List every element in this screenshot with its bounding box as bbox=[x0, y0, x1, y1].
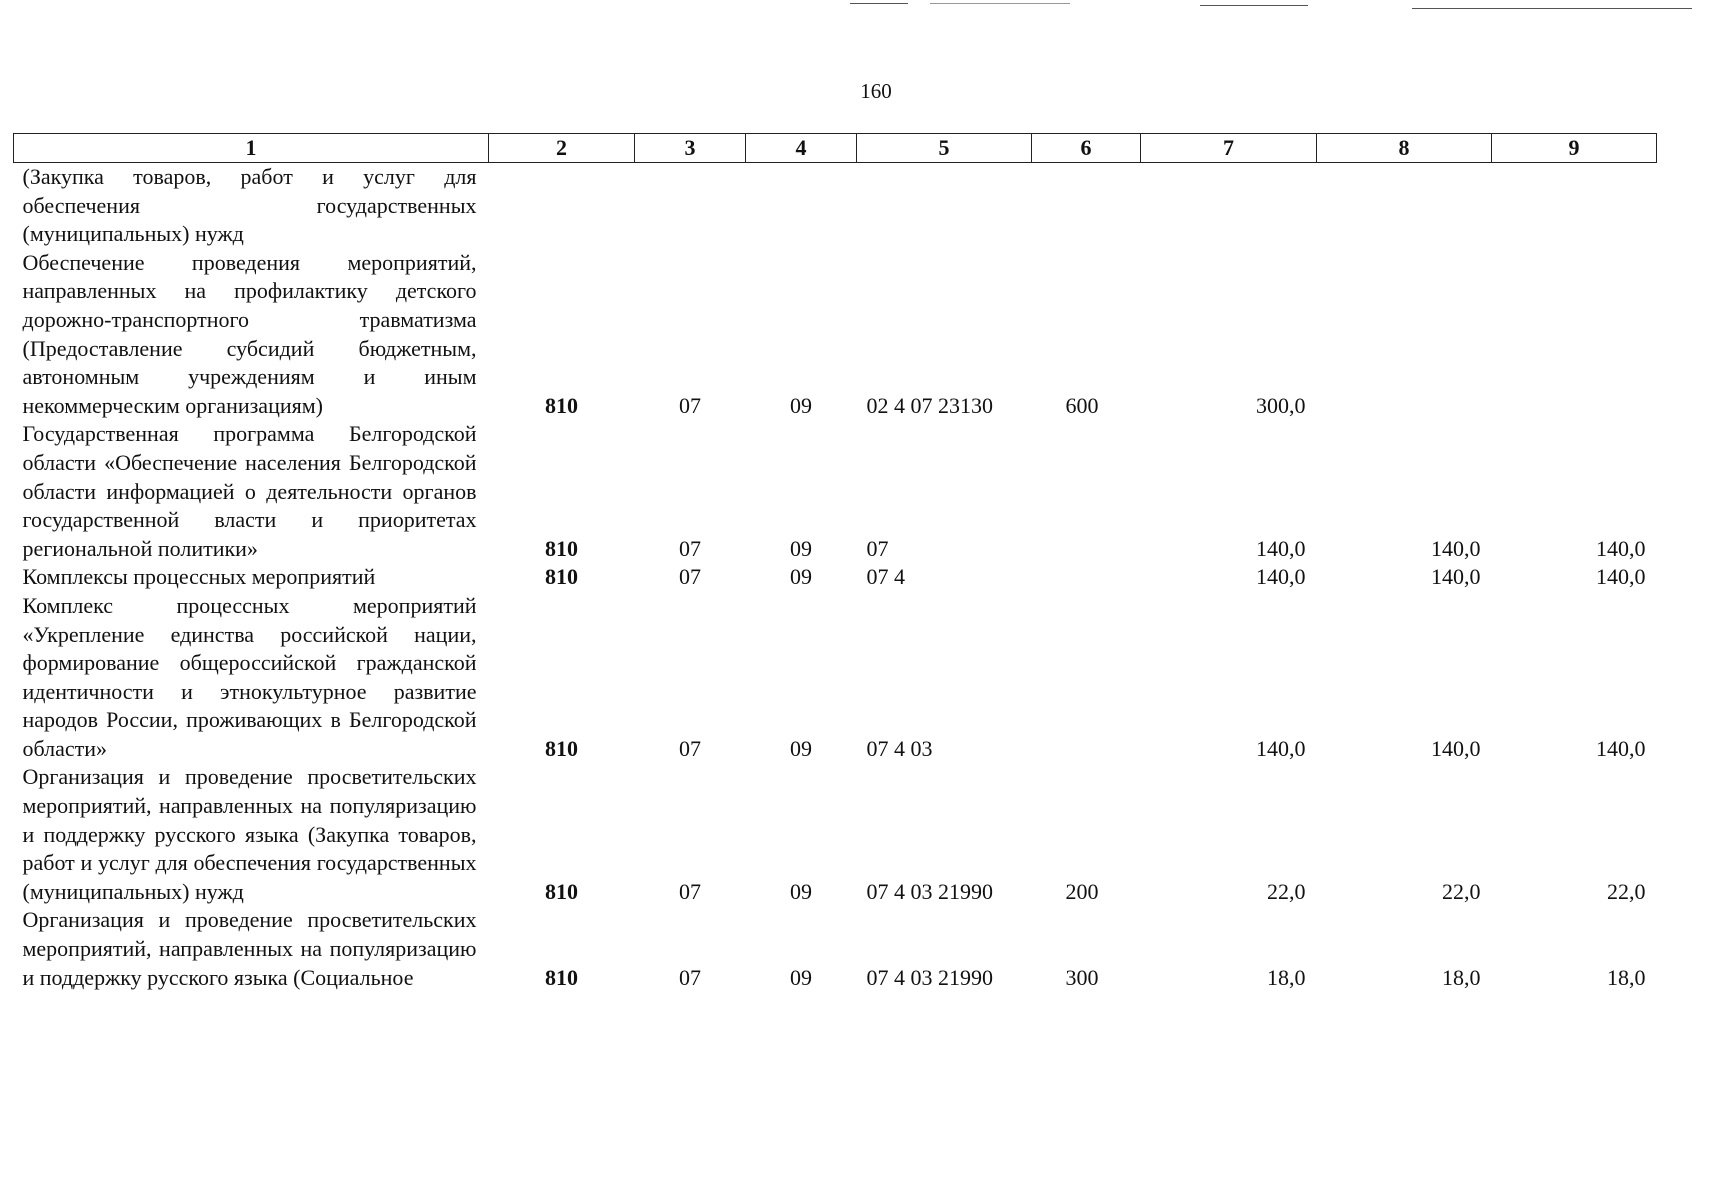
column-header-8: 8 bbox=[1317, 134, 1492, 163]
column-header-6: 6 bbox=[1032, 134, 1141, 163]
row-ministry-code bbox=[489, 163, 635, 249]
column-header-5: 5 bbox=[857, 134, 1032, 163]
scan-artifact-line bbox=[1412, 8, 1692, 9]
table-row bbox=[14, 249, 1657, 421]
row-sum-year2 bbox=[1317, 249, 1492, 421]
table-row bbox=[14, 420, 1657, 563]
row-target-article: 02 4 07 23130 bbox=[866, 392, 993, 418]
row-target-article bbox=[857, 163, 1032, 249]
row-sum-year2: 140,0 bbox=[1431, 564, 1481, 590]
row-sum-year3: 22,0 bbox=[1607, 878, 1646, 904]
row-sum-year2 bbox=[1317, 163, 1492, 249]
scan-artifact-line bbox=[930, 3, 1070, 4]
row-subsection: 09 bbox=[790, 392, 812, 418]
table-row bbox=[14, 763, 1657, 906]
column-header-4: 4 bbox=[746, 134, 857, 163]
row-ministry-code: 810 bbox=[545, 535, 578, 561]
row-subsection: 09 bbox=[790, 878, 812, 904]
row-section: 07 bbox=[679, 735, 701, 761]
row-target-article: 07 4 bbox=[866, 564, 905, 590]
table-body bbox=[14, 163, 1657, 993]
row-sum-year1: 140,0 bbox=[1256, 535, 1306, 561]
row-name: Комплекс процессных мероприятий «Укрепление единства российской нации, формирование общероссийской гражданской идентичности и этнокультурное развитие народов России, проживающих в Белгородской области» bbox=[22, 592, 477, 761]
row-ministry-code: 810 bbox=[545, 564, 578, 590]
row-section: 07 bbox=[679, 392, 701, 418]
row-name: Организация и проведение просветительских мероприятий, направленных на популяризацию и поддержку русского языка (Социальное bbox=[22, 907, 477, 990]
row-expense-type bbox=[1032, 420, 1141, 563]
column-header-2: 2 bbox=[489, 134, 635, 163]
row-subsection: 09 bbox=[790, 535, 812, 561]
row-target-article: 07 bbox=[866, 535, 889, 561]
budget-table bbox=[13, 133, 1657, 992]
column-header-3: 3 bbox=[635, 134, 746, 163]
row-sum-year1: 18,0 bbox=[1267, 964, 1306, 990]
row-sum-year3: 140,0 bbox=[1596, 564, 1646, 590]
scan-artifact-line bbox=[850, 3, 908, 4]
row-ministry-code: 810 bbox=[545, 735, 578, 761]
row-sum-year2: 140,0 bbox=[1431, 535, 1481, 561]
page-number: 160 bbox=[860, 79, 892, 103]
row-expense-type bbox=[1032, 592, 1141, 764]
row-subsection: 09 bbox=[790, 564, 812, 590]
row-sum-year3: 140,0 bbox=[1596, 535, 1646, 561]
row-expense-type: 600 bbox=[1065, 392, 1099, 418]
row-sum-year1: 300,0 bbox=[1256, 392, 1306, 418]
column-header-1: 1 bbox=[14, 134, 489, 163]
scan-artifact-line bbox=[1200, 5, 1308, 6]
table-header bbox=[14, 134, 1657, 163]
row-expense-type: 300 bbox=[1065, 964, 1099, 990]
row-sum-year2: 140,0 bbox=[1431, 735, 1481, 761]
table-row bbox=[14, 592, 1657, 764]
row-target-article: 07 4 03 21990 bbox=[866, 964, 993, 990]
header-row bbox=[14, 134, 1657, 163]
row-section: 07 bbox=[679, 964, 701, 990]
column-header-7: 7 bbox=[1141, 134, 1317, 163]
row-sum-year3: 18,0 bbox=[1607, 964, 1646, 990]
row-section bbox=[635, 163, 746, 249]
row-name: Обеспечение проведения мероприятий, направленных на профилактику детского дорожно-транспортного травматизма (Предоставление субсидий бюджетным, автономным учреждениям и иным некоммерческим организациям) bbox=[22, 249, 477, 418]
row-sum-year1: 140,0 bbox=[1256, 735, 1306, 761]
row-sum-year2: 22,0 bbox=[1442, 878, 1481, 904]
row-ministry-code: 810 bbox=[545, 392, 578, 418]
row-expense-type bbox=[1032, 563, 1141, 592]
row-name: Организация и проведение просветительских мероприятий, направленных на популяризацию и поддержку русского языка (Закупка товаров, работ и услуг для обеспечения государственных (муниципальных) нужд bbox=[22, 764, 477, 904]
table-row bbox=[14, 563, 1657, 592]
row-ministry-code: 810 bbox=[545, 878, 578, 904]
row-section: 07 bbox=[679, 878, 701, 904]
row-subsection: 09 bbox=[790, 735, 812, 761]
row-name: Комплексы процессных мероприятий bbox=[22, 564, 376, 590]
row-section: 07 bbox=[679, 564, 701, 590]
row-subsection: 09 bbox=[790, 964, 812, 990]
row-target-article: 07 4 03 bbox=[866, 735, 933, 761]
row-ministry-code: 810 bbox=[545, 964, 578, 990]
row-target-article: 07 4 03 21990 bbox=[866, 878, 993, 904]
column-header-9: 9 bbox=[1492, 134, 1657, 163]
row-name: Государственная программа Белгородской области «Обеспечение населения Белгородской области информацией о деятельности органов государственной власти и приоритетах региональной политики» bbox=[22, 421, 477, 561]
row-sum-year1: 140,0 bbox=[1256, 564, 1306, 590]
row-sum-year1 bbox=[1141, 163, 1317, 249]
row-sum-year3 bbox=[1492, 163, 1657, 249]
row-section: 07 bbox=[679, 535, 701, 561]
row-sum-year1: 22,0 bbox=[1267, 878, 1306, 904]
table-row bbox=[14, 163, 1657, 249]
table-row bbox=[14, 906, 1657, 992]
row-sum-year2: 18,0 bbox=[1442, 964, 1481, 990]
row-subsection bbox=[746, 163, 857, 249]
row-expense-type: 200 bbox=[1065, 878, 1099, 904]
row-name: (Закупка товаров, работ и услуг для обеспечения государственных (муниципальных) нужд bbox=[22, 164, 477, 247]
row-sum-year3 bbox=[1492, 249, 1657, 421]
row-sum-year3: 140,0 bbox=[1596, 735, 1646, 761]
row-expense-type bbox=[1032, 163, 1141, 249]
